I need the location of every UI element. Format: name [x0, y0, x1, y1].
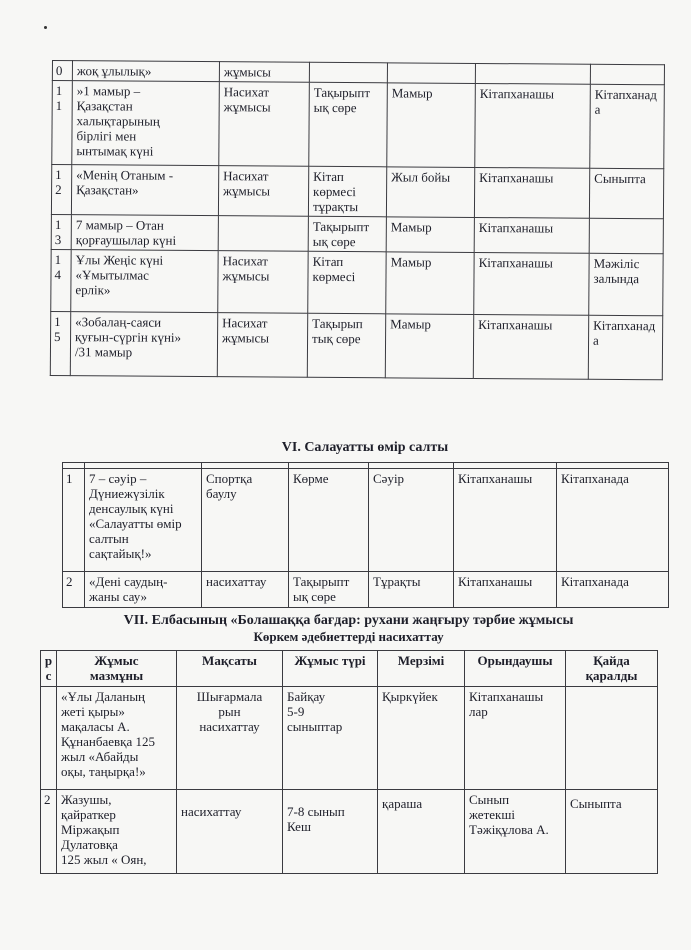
event-form: Кітап көрмесі тұрақты	[308, 166, 386, 217]
event-goal: Насихат жұмысы	[217, 313, 307, 378]
row-number: 1 2	[51, 165, 71, 215]
event-content: «Дені саудың- жаны сау»	[85, 572, 202, 608]
event-executor	[475, 63, 590, 84]
event-executor: Кітапханашы	[475, 83, 591, 168]
event-form: Тақырыпт ық сөре	[309, 82, 388, 167]
event-goal: жұмысы	[219, 62, 309, 83]
event-content: жоқ ұлылық»	[72, 61, 219, 82]
row-number: 0	[52, 61, 72, 81]
event-date: Қыркүйек	[378, 687, 465, 790]
table-row	[41, 790, 658, 874]
event-goal: Насихат жұмысы	[218, 166, 308, 217]
event-date: қараша	[378, 790, 465, 874]
event-place: Кітапханада	[590, 84, 665, 169]
event-executor: Кітапханашы	[454, 469, 557, 572]
table-row	[63, 469, 669, 572]
table-row	[52, 81, 665, 169]
event-executor: Сынып жетекші Тәжіқұлова А.	[465, 790, 566, 874]
column-header-form: Жұмыс түрі	[283, 651, 378, 687]
row-number: 1 5	[50, 311, 70, 375]
scan-speck	[44, 26, 47, 29]
event-date: Мамыр	[386, 252, 474, 315]
table-row	[63, 572, 669, 608]
row-number: 1 1	[52, 81, 73, 165]
row-number: 2	[63, 572, 85, 608]
event-form: Кітап көрмесі	[308, 251, 386, 314]
event-content: «Зобалаң-саяси қуғын-сүргін күні» /31 мамыр	[70, 312, 217, 377]
event-form: Тақырыпт ық сөре	[308, 216, 386, 252]
event-goal: Насихат жұмысы	[219, 82, 310, 167]
event-goal: насихаттау	[202, 572, 289, 608]
event-executor: Кітапханашы	[474, 217, 589, 253]
row-number	[41, 687, 57, 790]
event-place	[566, 687, 658, 790]
event-form: Байқау 5-9 сыныптар	[283, 687, 378, 790]
event-goal: Насихат жұмысы	[218, 251, 308, 314]
row-number: 2	[41, 790, 57, 874]
event-executor: Кітапханашы лар	[465, 687, 566, 790]
row-number: 1	[63, 469, 85, 572]
event-executor: Кітапханашы	[474, 252, 589, 315]
event-date: Мамыр	[385, 314, 473, 379]
column-header-goal: Мақсаты	[177, 651, 283, 687]
section-6-heading: VI. Салауатты өмір салты	[281, 440, 449, 455]
table-row	[51, 214, 663, 253]
column-header-date: Мерзімі	[378, 651, 465, 687]
event-date: Мамыр	[387, 83, 476, 168]
table-row	[50, 311, 662, 379]
table-row	[51, 249, 663, 315]
event-place: Сыныпта	[589, 168, 663, 219]
event-content: Жазушы, қайраткер Міржақып Дулатовқа 125 жыл « Оян,	[57, 790, 177, 874]
section-7-heading: VII. Елбасының «Болашаққа бағдар: рухани жаңғыру тәрбие жұмысы	[123, 613, 574, 628]
column-header-content: Жұмыс мазмұны	[57, 651, 177, 687]
events-table-continued	[50, 60, 665, 380]
event-goal: Спортқа баулу	[202, 469, 289, 572]
row-number: 1 3	[51, 214, 71, 249]
event-date	[387, 63, 475, 84]
event-executor: Кітапханашы	[473, 314, 588, 379]
table-header-row	[41, 651, 658, 687]
event-executor: Кітапханашы	[474, 167, 589, 218]
event-place	[589, 218, 663, 254]
event-content: «Ұлы Даланың жеті қыры» мақаласы А. Құнанбаевқа 125 жыл «Абайды оқы, таңырқа!»	[57, 687, 177, 790]
event-goal	[218, 216, 308, 252]
column-header-number: р с	[41, 651, 57, 687]
event-content: 7 мамыр – Отан қорғаушылар күні	[71, 215, 218, 251]
event-date: Сәуір	[369, 469, 454, 572]
table-row	[51, 165, 663, 219]
event-date: Мамыр	[386, 217, 474, 253]
column-header-place: Қайда қаралды	[566, 651, 658, 687]
event-place: Кітапханада	[557, 572, 669, 608]
spiritual-revival-table	[40, 650, 658, 874]
event-goal: насихаттау	[177, 790, 283, 874]
event-form: 7-8 сынып Кеш	[283, 790, 378, 874]
column-header-executor: Орындаушы	[465, 651, 566, 687]
event-form: Тақырыпт ық сөре	[289, 572, 369, 608]
table-row	[41, 687, 658, 790]
event-form: Көрме	[289, 469, 369, 572]
event-form	[309, 62, 387, 83]
event-place: Кітапханада	[557, 469, 669, 572]
row-number: 1 4	[51, 249, 71, 311]
healthy-lifestyle-table	[62, 462, 669, 608]
event-date: Жыл бойы	[386, 167, 474, 218]
event-place: Мәжіліс залында	[589, 253, 663, 316]
event-form: Тақырып тық сөре	[307, 313, 385, 378]
event-content: »1 мамыр – Қазақстан халықтарының бірлігі мен ынтымақ күні	[72, 81, 220, 166]
event-executor: Кітапханашы	[454, 572, 557, 608]
event-place: Сыныпта	[566, 790, 658, 874]
event-place	[590, 64, 664, 85]
event-content: Ұлы Жеңіс күні «Ұмытылмас ерлік»	[71, 250, 218, 313]
event-content: «Менің Отаным - Қазақстан»	[71, 165, 218, 216]
event-content: 7 – сәуір – Дүниежүзілік денсаулық күні «Салауатты өмір салтын сақтайық!»	[85, 469, 202, 572]
event-place: Кітапханада	[588, 315, 662, 380]
event-goal: Шығармала рын насихаттау	[177, 687, 283, 790]
section-7-subheading: Көркем әдебиеттерді насихаттау	[253, 629, 444, 644]
event-date: Тұрақты	[369, 572, 454, 608]
